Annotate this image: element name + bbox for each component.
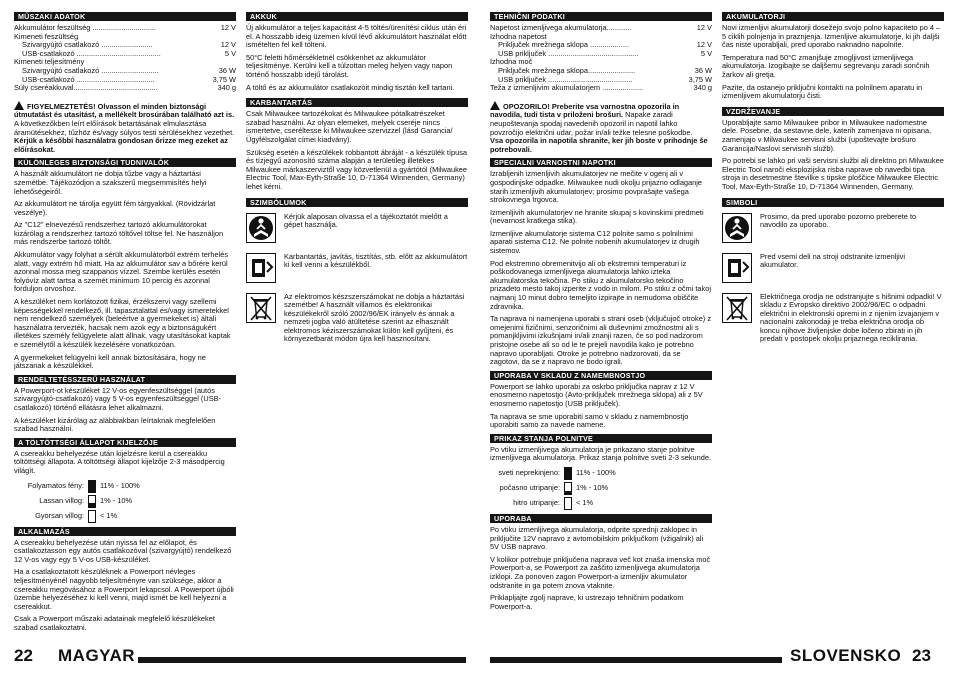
paragraph: A Powerport-ot készüléket 12 V-os egyenfeszültséggel (autós szivargyújtó-csatlakozó) vagy 5 V-os egyenfeszültséggel (USB-csatlakozó) történő ellátásra lehet alkalmazni.: [14, 385, 222, 412]
paragraph: V kolikor potrebuje priključena naprava več kot znaša imenska moč Powerport-a, se Powerport za zaščito izmenljivega akumulatorja izklopi. Za ponoven zagon Powerport-a izmenljiv akumulator odstranite in ga potem znova vtaknite.: [490, 554, 711, 590]
paragraph: Ta naprava ni namenjena uporabi s strani oseb (vključujoč otroke) z omejenimi fizičnimi, senzoričnimi ali duševnimi zmožnostmi ali s pomanjkljivimi izkušnjami in/ali znanji razen, če so pod nadzorom pristojne osebe ali so od le te prejeli navodila kako je potrebno napravo uporabljati. Otroke je potrebno nadzorovati, da se zagotovi, da se z napravo ne bodo igrali.: [490, 314, 712, 367]
paragraph: Ha a csatlakoztatott készüléknek a Powerport névleges teljesítményénél nagyobb teljesítményre van szüksége, akkor a csereakku megövásához a Powerport lekapcsol. A Powerport újbóli üzembe helyezéséhez ki kell venni, majd ismét be kell helyezni a csereakkut.: [14, 567, 234, 611]
charge-row: [14, 495, 236, 508]
paragraph: Powerport se lahko uporabi za oskrbo priključka naprav z 12 V enosmerno napetostjo (Avto-priključek mrežnega sklopa) ali z 5V enosmerno napetostjo (USB priključek).: [490, 381, 703, 408]
symbol-row: [722, 213, 944, 243]
read-manual-icon: [246, 213, 276, 243]
charge-value: 1% - 10%: [576, 483, 609, 493]
spec-label: USB priključek .........................................: [498, 75, 633, 84]
section-header: TEHNIČNI PODATKI: [490, 12, 712, 21]
section-header: UPORABA V SKLADU Z NAMEMBNOSTJO: [490, 371, 712, 380]
spec-row: [490, 41, 712, 50]
spec-value: 340 g: [693, 83, 712, 93]
paragraph: A készüléket kizárólag az alábbiakban leírtaknak megfelelően szabad használni.: [14, 415, 216, 434]
weee-bin-icon: [722, 293, 752, 323]
paragraph: Novi izmenljivi akumulatorji dosežejo svojo polno kapaciteto po 4 – 5 ciklih polnjenja in praznjenja. Izmenljive akumulatorje, ki jih daljši čas niste uporabljali, pred uporabo naknadno napolnite.: [722, 23, 941, 50]
spec-row: [14, 24, 236, 33]
paragraph: Pod ekstremno obremenitvijo ali ob ekstremni temperaturi iz poškodovanega izmenljivega akumulatorja lahko izteka akumulatorska tekočina. Po stiku z akumulatorsko tekočino prizadeto mesto takoj izperite z vodo in milom. Po stiku z očmi takoj najmanj 10 minut dobro temeljito izpirajte in nemudoma obiščite zdravnika.: [490, 258, 711, 311]
paragraph: Csak a Powerport műszaki adatainak megfelelő készülékeket szabad csatlakoztatni.: [14, 614, 215, 632]
spec-value: 5 V: [700, 48, 712, 58]
spec-label: Súly cseréakkuval.........................................: [14, 84, 158, 93]
paragraph: A töltő és az akkumulátor csatlakozóit mindig tisztán kell tartani.: [246, 82, 455, 92]
spec-list: [490, 24, 712, 93]
paragraph: 50°C feletti hőmérsékletnél csökkenhet az akkumulátor teljesítménye. Kerülni kell a túlzottan meleg helyen vagy napon történő hosszabb idejű tárolást.: [246, 52, 453, 79]
symbol-text: Prosimo, da pred uporabo pozorno preberete to navodilo za uporabo.: [760, 211, 917, 230]
charge-label: Folyamatos fény:: [27, 480, 84, 490]
spec-row: [14, 50, 236, 59]
spec-value: 3,75 W: [688, 74, 712, 84]
paragraph: A csereakku behelyezése után nyissa fel az előlapot, és csatlakoztasson egy autós csatlakozóval (szivargyújtó) rendelkező 12 V-os vagy egy 5 V-os USB-készüléket.: [14, 537, 232, 564]
spec-label: Szivargyújtó csatlakozó .........................: [22, 41, 153, 50]
warning-triangle-icon: [14, 101, 24, 110]
spec-row: [14, 58, 236, 67]
paragraph: Temperatura nad 50°C zmanjšuje zmogljivost izmenljivega akumulatorja. Izogibajte se daljšemu segrevanju zaradi sončnih žarkov ali gretja.: [722, 52, 930, 79]
spec-value: 12 V: [696, 23, 712, 32]
paragraph: Izrabljenih izmenljivih akumulatorjev ne mečite v ogenj ali v gospodinjske odpadke. Milwaukee nudi okolju prijazno odlaganje starih izmenljivih akumulatorjev; prosimo povprašajte vašega strokovnega trgovca.: [490, 169, 703, 205]
spec-label: Priključek mrežnega sklopa ...................: [498, 41, 630, 50]
safety-paras: [14, 170, 236, 370]
symbol-row: [246, 293, 468, 345]
paragraph: A gyermekeket felügyelni kell annak biztosítására, hogy ne játszanak a készülékkel.: [14, 352, 206, 371]
paragraph: Izmenljivih akumulatorjev ne hranite skupaj s kovinskimi predmeti (nevarnost kratkega stika).: [490, 207, 704, 226]
spec-label: USB-csatlakozó .........................................: [22, 49, 161, 58]
section-header: ALKALMAZÁS: [14, 527, 236, 536]
battery-level-icon: [564, 467, 572, 480]
spec-row: [14, 84, 236, 93]
remove-battery-icon: [246, 253, 276, 283]
maint-paras: [246, 110, 468, 191]
akkuk-paras: [246, 24, 468, 92]
charge-label: Gyorsan villog:: [35, 510, 84, 520]
charge-value: 11% - 100%: [100, 480, 140, 490]
language-title-left: MAGYAR: [58, 646, 135, 665]
section-header: KÜLÖNLEGES BIZTONSÁGI TUDNIVALÓK: [14, 158, 236, 167]
spec-list: [14, 24, 236, 93]
left-col1: [14, 12, 236, 636]
safety-paras: [490, 170, 712, 366]
left-col2: [246, 12, 468, 354]
akkuk-paras: [722, 24, 944, 101]
section-header: KARBANTARTÁS: [246, 98, 468, 107]
charge-value: < 1%: [100, 510, 118, 520]
spec-value: 340 g: [217, 83, 236, 93]
weee-bin-icon: [246, 293, 276, 323]
spec-label: USB priključek ............................................: [498, 49, 639, 58]
spec-label: USB-csatlakozó ......................................: [22, 75, 155, 84]
use-paras: [490, 383, 712, 430]
symbol-list: [246, 213, 468, 345]
paragraph: Priklapljajte zgolj naprave, ki ustrezajo tehničnim podatkom Powerport-a.: [490, 593, 684, 611]
spec-value: 36 W: [218, 65, 236, 75]
charge-label: Lassan villog:: [39, 495, 84, 505]
paragraph: Az akkumulátort ne tárolja együtt fém tárgyakkal. (Rövidzárlat veszélye).: [14, 199, 216, 217]
warning-triangle-icon: [490, 101, 500, 110]
battery-level-icon: [88, 480, 96, 493]
charge-value: < 1%: [576, 498, 594, 508]
remove-battery-icon: [722, 253, 752, 283]
symbol-row: [246, 253, 468, 283]
warning-bold: FIGYELMEZTETÉS! Olvasson el minden biztonsági útmutatást és utasítást, a mellékelt brosúrában található azt is.: [14, 101, 235, 120]
spec-value: 36 W: [694, 65, 712, 75]
charge-row: [14, 480, 236, 493]
symbol-row: [246, 213, 468, 243]
paragraph: Új akkumulátor a teljes kapacitást 4-5 töltés/ürenítési ciklus után éri el. A hosszabb ideig üzemen kívül lévő akkumulátort használat előtt ismételten fel kell tölteni.: [246, 23, 467, 50]
symbol-row: [722, 293, 944, 345]
spec-row: [490, 58, 712, 67]
warning-keep: Kérjük a későbbi használatra gondosan őrizze meg ezeket az előírásokat.: [14, 136, 228, 154]
warning-text: Napake zaradi neupoštevanja spodaj navedenih opozoril in napotil lahko povzročijo električni udar, požar in/ali težke telesne poškodbe.: [490, 110, 693, 137]
spec-value: 5 V: [224, 48, 236, 58]
spec-label: Napetost izmenljivega akumulatorja............: [490, 24, 632, 32]
paragraph: Pazite, da ostanejo priključni kontakti na polnilnem aparatu in izmenljivem akumulatorju čisti.: [722, 82, 923, 101]
spec-row: [490, 84, 712, 93]
symbol-text: Pred vsemi deli na stroji odstranite izmenljivi akumulator.: [760, 251, 905, 270]
paragraph: Po potrebi se lahko pri vaši servisni službi ali direktno pri Milwaukee Electric Tool naroči eksplozijska risba naprave ob navedbi tipa stroja in desetmestne številke s tipske ploščice Milwaukee Electric Tool, Max-Eyth-Straße 10, D-71364 Winnenden, Germany.: [722, 156, 944, 191]
spec-label: Akkumulátor feszültség ...............................: [14, 24, 157, 32]
section-header: SIMBOLI: [722, 198, 944, 207]
paragraph: Uporabljajte samo Milwaukee pribor in Milwaukee nadomestne dele. Posebne, da sestavne dele, katerih zamenjava ni opisana, zamenjajo v Milwaukee servisni službi (upoštevajte brošuro Garancija/Naslovi servisnih služb).: [722, 117, 932, 153]
battery-level-icon: [564, 482, 572, 495]
warning-keep: Vsa opozorila in napotila shranite, ker jih boste v prihodnje še potrebovali.: [490, 136, 708, 154]
section-header: VZDRŽEVANJE: [722, 107, 944, 116]
paragraph: A használt akkumulátort ne dobja tűzbe vagy a háztartási szemétbe. Tájékozódjon a szakszerű megsemmisítés helyi lehetőségeiről.: [14, 169, 207, 196]
battery-level-icon: [564, 497, 572, 510]
spec-row: [490, 67, 712, 76]
spec-row: [14, 76, 236, 85]
section-header: SPECIALNI VARNOSTNI NAPOTKI: [490, 158, 712, 167]
spec-label: Kimeneti teljesítmény: [14, 58, 85, 67]
section-header: A TÖLTÖTTSÉGI ÁLLAPOT KIJELZŐJE: [14, 438, 236, 447]
charge-label: počasno utripanje:: [499, 483, 560, 493]
spec-row: [14, 33, 236, 42]
spec-label: Teža z izmenljivim akumulatorjem ....................: [490, 84, 644, 93]
warning-bold: OPOZORILO! Preberite vsa varnostna opozorila in navodila, tudi tista v priloženi brošuri.: [490, 101, 680, 120]
battery-level-icon: [88, 495, 96, 508]
charge-row: [14, 510, 236, 523]
app-paras: [14, 539, 236, 633]
section-header: AKUMULATORJI: [722, 12, 944, 21]
paragraph: Akkumulátor vagy folyhat a sérült akkumulátorból extrém terhelés alatt, vagy extrém hő miatt. Ha az akkumulátor sav a bőrére kerül azonnal mossa meg szappanos vízzel. Szembe kerülés esetén folyóvíz alatt tartsa a szemét minimum 10 percig és azonnal forduljon orvoshoz.: [14, 250, 229, 294]
spec-row: [490, 76, 712, 85]
spec-row: [490, 24, 712, 33]
spec-label: Priključek mrežnega sklopa.......................: [498, 66, 636, 75]
spec-label: Izhodna napetost: [490, 32, 547, 41]
section-header: RENDELTETÉSSZERŰ HASZNÁLAT: [14, 375, 236, 384]
section-header: PRIKAZ STANJA POLNITVE: [490, 434, 712, 443]
section-header: AKKUK: [246, 12, 468, 21]
spec-label: Kimeneti feszültség: [14, 32, 79, 41]
warning-text: A következőkben leírt előírások betartásának elmulasztása áramütésekhez, tűzhöz és/vagy súlyos testi sérülésekhez vezethet.: [14, 118, 235, 137]
use-paras: [14, 387, 236, 434]
right-col1: [490, 12, 712, 615]
app-paras: [490, 526, 712, 611]
charge-label: sveti neprekinjeno:: [498, 468, 560, 478]
spec-value: 12 V: [220, 40, 236, 50]
maint-paras: [722, 119, 944, 192]
symbol-row: [722, 253, 944, 283]
right-col2: [722, 12, 944, 354]
paragraph: Az "C12" elnevezésű rendszerhez tartozó akkumulátorokat kizárólag a rendszerhez tartozó töltővel töltse fel. Ne használjon más rendszerbe tartozó töltőt.: [14, 220, 224, 247]
charge-row: [490, 497, 712, 510]
spec-row: [14, 67, 236, 76]
section-header: SZIMBÓLUMOK: [246, 198, 468, 207]
spec-row: [490, 33, 712, 42]
symbol-text: Az elektromos készszerszámokat ne dobja a háztartási szemétbe! A használt villamos és elektronikai készülékekről szóló 2002/96/EK irányelv és annak a nemzeti jogba való átültetése szerint az elhasznált elektromos kéziszerszámokat külön kell gyűjteni, és környezetbarát módon újra kell hasznosítani.: [284, 291, 465, 344]
charge-rows: [490, 467, 712, 510]
section-header: UPORABA: [490, 514, 712, 523]
section-header: MŰSZAKI ADATOK: [14, 12, 236, 21]
page-number-left: 22: [14, 646, 33, 665]
language-title-right: SLOVENSKO: [790, 646, 902, 665]
charge-value: 1% - 10%: [100, 495, 133, 505]
battery-level-icon: [88, 510, 96, 523]
paragraph: A készüléket nem korlátozott fizikai, érzékszervi vagy szellemi képességekkel rendelkező, ill. tapasztalattal és/vagy ismeretekkel nem rendelkező személyek (beleértve a gyermekeket is) általi használatra tervezték, hacsak nem azok egy a biztonságukért illetékes személy felügyelete alatt állnak, vagy utasításokat kaptak e személytől a készülék kezelésére vonatkozóan.: [14, 297, 231, 349]
paragraph: Ta naprava se sme uporabiti samo v skladu z namembnostjo uporabiti samo za navede namene.: [490, 411, 689, 430]
warning-block: [14, 101, 236, 155]
spec-value: 12 V: [696, 40, 712, 50]
page-number-right: 23: [912, 646, 931, 665]
symbol-text: Karbantartás, javítás, tisztítás, stb. előtt az akkumulátort ki kell venni a készülékből.: [284, 251, 468, 270]
footer-bar-left: [138, 657, 466, 663]
spec-value: 12 V: [220, 23, 236, 32]
charge-text: Po vtiku izmenljivega akumulatorja je prikazano stanje polnitve izmenljivega akumulatorja. Prikaz stanja polnitve sveti 2-3 sekunde.: [490, 444, 712, 463]
spec-value: 3,75 W: [212, 74, 236, 84]
charge-label: hitro utripanje:: [513, 498, 560, 508]
charge-row: [490, 482, 712, 495]
read-manual-icon: [722, 213, 752, 243]
paragraph: Izmenljive akumulatorje sistema C12 polnite samo s polnilnimi aparati sistema C12. Ne polnite nobenih akumulatorjev iz drugih sistemov.: [490, 228, 700, 256]
footer-bar-right: [490, 657, 782, 663]
spec-label: Szivargyújtó csatlakozó ............................: [22, 66, 159, 75]
paragraph: Szükség esetén a készülékek robbantott ábráját - a készülék típusa és tízjegyű azonosító száma alapján a területileg illetékes Milwaukee márkaszerviztől vagy közvetlenül a gyártótól (Milwaukee Electric Tool, Max-Eyth-Straße 10, D-71364 Winnenden, Germany) lehet kérni.: [246, 147, 468, 191]
paragraph: Csak Milwaukee tartozékokat és Milwaukee pótalkatrészeket szabad használni. Az olyan elemeket, melyek cseréje nincs ismertetve, cseréltesse ki Milwaukee szervizzel (lásd Garancia/Ügyfélszolgálat címei kiadvány).: [246, 109, 453, 144]
spec-row: [490, 50, 712, 59]
symbol-text: Električnega orodja ne odstranjujte s hišnimi odpadki! V skladu z Evropsko direktivo 2002/96/EC o odpadni električni in elektronski opremi in z njenim izvajanjem v nacionalni zakonodaji je treba električna orodja ob koncu njihove življenjske dobe ločeno zbirati in jih predati v postopek okolju prijaznega reciklirania.: [760, 291, 942, 344]
symbol-list: [722, 213, 944, 345]
charge-rows: [14, 480, 236, 523]
charge-text: A csereakku behelyezése után kijelzésre kerül a csereakku töltöttségi állapota. A töltöttségi állapot kijelzője 2-3 másodpercig világít.: [14, 448, 225, 475]
symbol-text: Kérjük alaposan olvassa el a tájékoztatót mielőtt a gépet használja.: [284, 211, 448, 230]
warning-block: [490, 101, 712, 155]
spec-label: Izhodna moč: [490, 58, 533, 67]
spec-row: [14, 41, 236, 50]
charge-value: 11% - 100%: [576, 468, 616, 478]
paragraph: Po vtiku izmenljivega akumulatorja, odprite sprednji zaklopec in priključite 12V napravo z avtomobilskim priključkom (vžigalnik) ali 5V USB napravo.: [490, 524, 704, 552]
charge-row: [490, 467, 712, 480]
